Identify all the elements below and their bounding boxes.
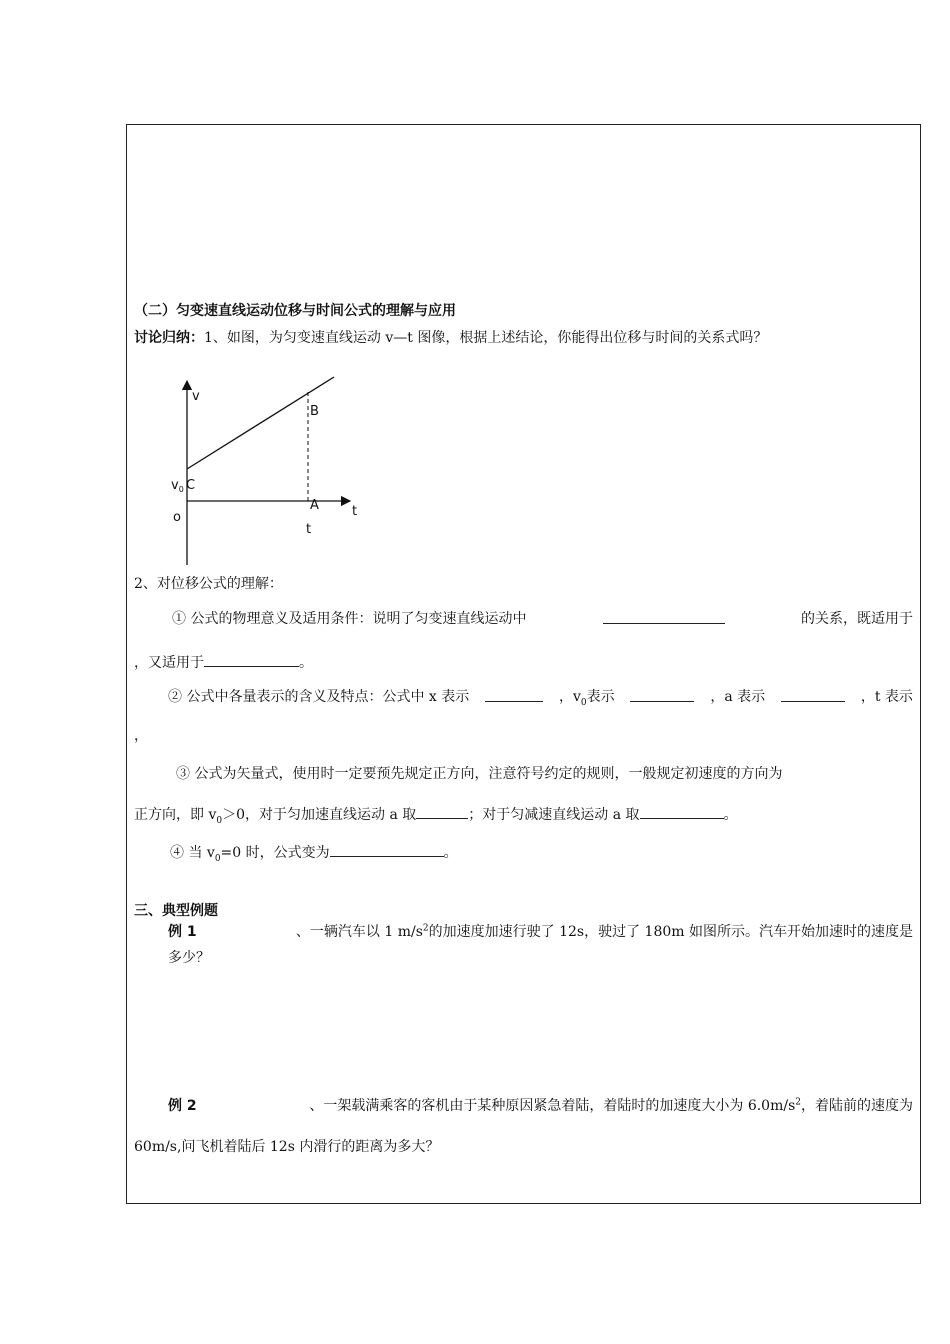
item2-text-a: ② 公式中各量表示的含义及特点：公式中 x 表示 xyxy=(168,689,470,705)
section-title: （二）匀变速直线运动位移与时间公式的理解与应用 xyxy=(134,303,456,319)
label-v0: $v_0$ xyxy=(171,478,184,494)
example1-label: 例 1 xyxy=(168,924,197,940)
label-origin: o xyxy=(173,510,181,525)
item4-blank[interactable] xyxy=(330,842,444,857)
item1-text-b: 的关系，既适用于 xyxy=(800,611,913,627)
examples-heading: 三、典型例题 xyxy=(134,903,218,919)
item1-blank-1[interactable] xyxy=(603,609,725,624)
example1-line2: 多少？ xyxy=(168,950,210,966)
item3-blank-accel[interactable] xyxy=(416,804,468,819)
item2-blank-a[interactable] xyxy=(781,687,845,702)
label-a: A xyxy=(310,498,319,513)
discussion-text: 1、如图，为匀变速直线运动 v—t 图像，根据上述结论，你能得出位移与时间的关系式吗？ xyxy=(204,330,768,346)
item3-line2: 正方向，即 $v_0>0$，对于匀加速直线运动 a 取 ；对于匀减速直线运动 a 取 。 xyxy=(134,804,738,825)
discussion-label: 讨论归纳： xyxy=(134,330,204,346)
item2-text-d: ，t 表示 xyxy=(860,689,913,705)
item2-text-c: ，a 表示 xyxy=(710,689,766,705)
item4-line: ④ 当 $v_0=0$ 时，公式变为 。 xyxy=(170,842,458,863)
item3-line1: ③ 公式为矢量式，使用时一定要预先规定正方向，注意符号约定的规则，一般规定初速度的方向为 xyxy=(176,766,783,782)
vt-graph xyxy=(160,375,370,570)
item1-line1 xyxy=(172,609,913,629)
example1-line1: 例 1 、一辆汽车以 1 $m/s^2$的加速度加速行驶了 12s，驶过了 180m 如图所示。汽车开始加速时的速度是 xyxy=(168,923,913,940)
label-c: C xyxy=(186,478,196,493)
item1-text-d: 。 xyxy=(299,655,313,671)
item3-blank-decel[interactable] xyxy=(640,804,724,819)
example2-line2: 60m/s,问飞机着陆后 12s 内滑行的距离为多大？ xyxy=(134,1139,440,1155)
item1-line2 xyxy=(134,652,313,673)
item2-line1: ② 公式中各量表示的含义及特点：公式中 x 表示 ，$v_0$表示 ，a 表示 ，t 表示 xyxy=(168,689,913,708)
item2-line2: ， xyxy=(134,728,148,744)
discussion-line xyxy=(134,328,767,348)
label-v: v xyxy=(192,389,200,404)
label-t-below: t xyxy=(306,522,312,537)
label-t-axis: t xyxy=(352,504,358,519)
example2-line1: 例 2 、一架载满乘客的客机由于某种原因紧急着陆，着陆时的加速度大小为 $6.0m/s^2$，着陆前的速度为 xyxy=(168,1097,913,1114)
item2-blank-v0[interactable] xyxy=(630,687,694,702)
example2-label: 例 2 xyxy=(168,1098,197,1114)
item1-text-c: ，又适用于 xyxy=(134,655,204,671)
label-b: B xyxy=(310,404,319,419)
item1-blank-2[interactable] xyxy=(204,652,299,667)
velocity-line xyxy=(187,377,334,469)
item1-text-a: ① 公式的物理意义及适用条件：说明了匀变速直线运动中 xyxy=(172,611,527,627)
understanding-heading: 2、对位移公式的理解： xyxy=(134,576,283,592)
item2-blank-x[interactable] xyxy=(485,687,543,702)
